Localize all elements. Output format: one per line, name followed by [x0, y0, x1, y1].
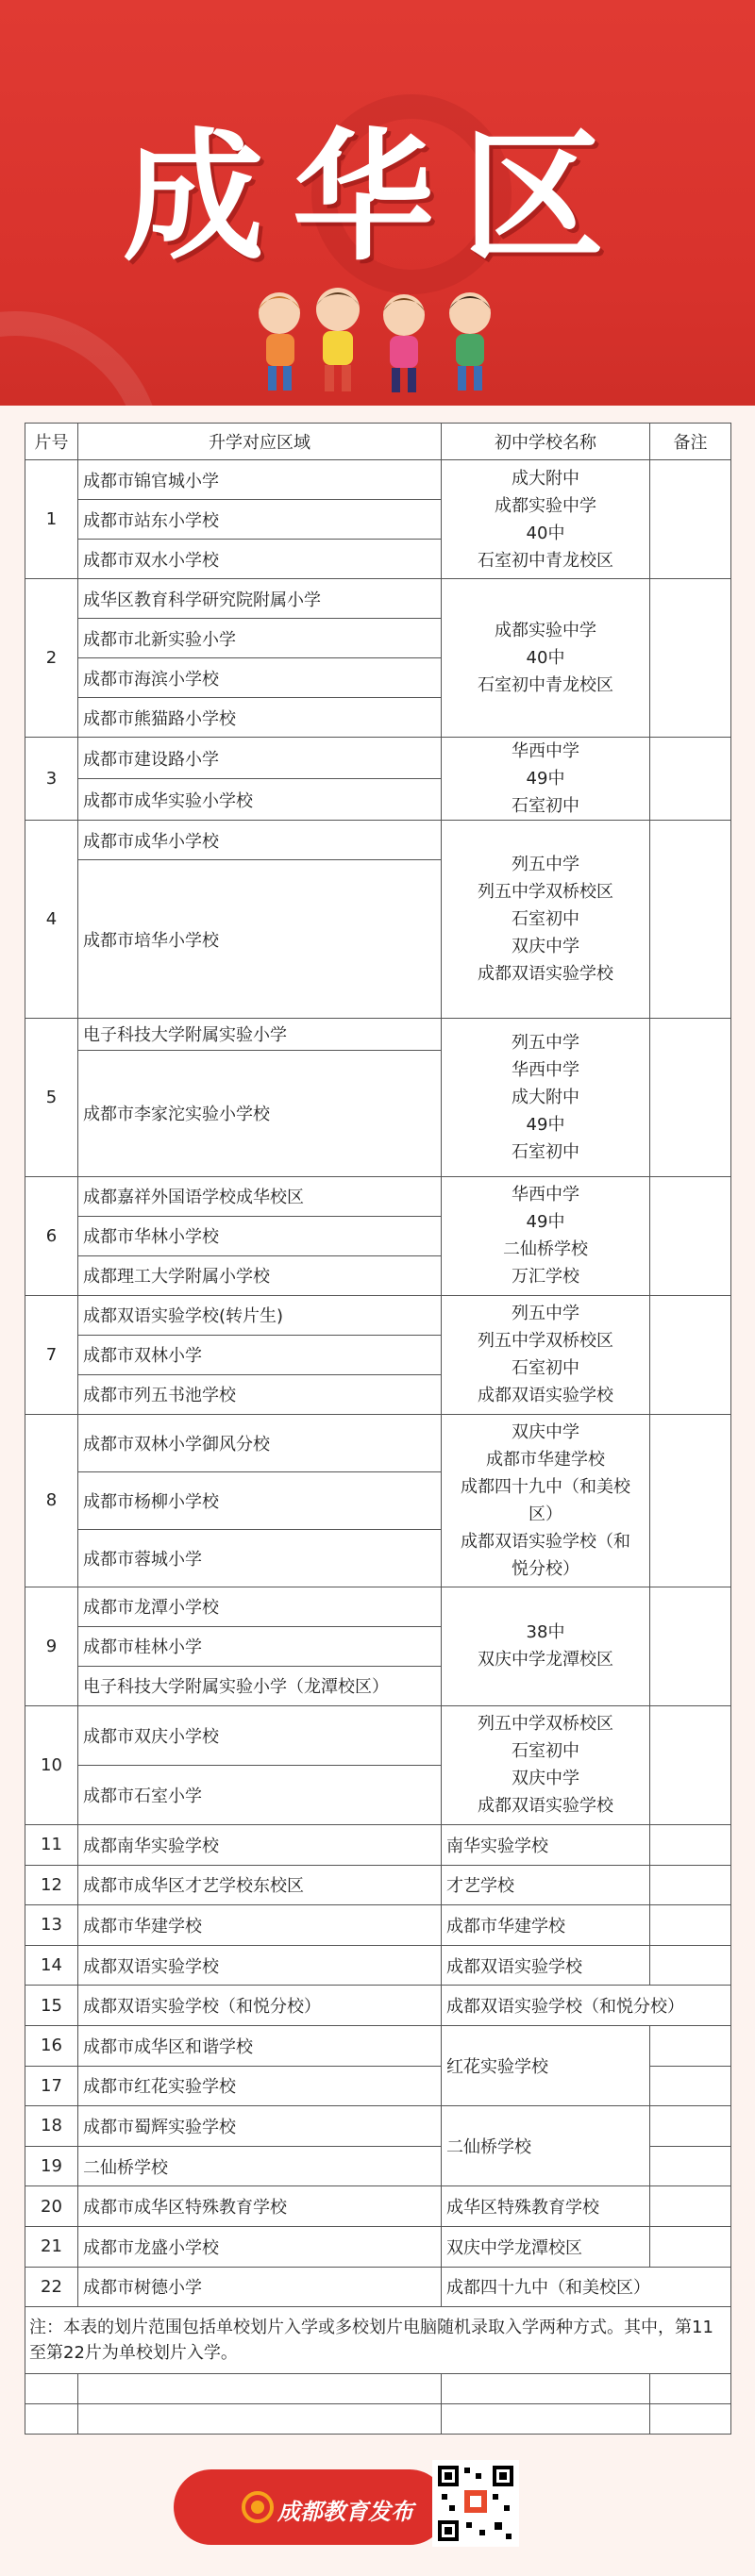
zone-number: 4 — [25, 821, 78, 1019]
primary-school-name: 成都理工大学附属小学校 — [78, 1255, 442, 1295]
note-cell — [650, 1414, 731, 1587]
children-illustration — [243, 283, 517, 401]
zone-number: 21 — [25, 2226, 78, 2267]
child-icon — [316, 288, 360, 391]
primary-school-name: 成都市列五书池学校 — [78, 1374, 442, 1414]
table-row — [25, 1986, 731, 2026]
middle-school-list — [442, 1414, 650, 1587]
table-row — [25, 579, 731, 619]
primary-school-name: 成都市华林小学校 — [78, 1216, 442, 1255]
primary-school-name: 电子科技大学附属实验小学（龙潭校区） — [78, 1666, 442, 1705]
primary-school-name: 成都市石室小学 — [78, 1765, 442, 1824]
primary-school-name: 成都市双林小学 — [78, 1335, 442, 1374]
middle-school-name: 49中 — [526, 1114, 565, 1135]
middle-school-name: 成都双语实验学校（和悦分校） — [442, 1986, 731, 2026]
table-row — [25, 1019, 731, 1051]
primary-school-name: 成都市双林小学御风分校 — [78, 1414, 442, 1471]
content-area — [0, 406, 755, 2576]
brand-logo-icon — [242, 2491, 274, 2523]
header-area: 升学对应区域 — [78, 424, 442, 460]
empty-row — [25, 2404, 731, 2435]
zone-number: 17 — [25, 2066, 78, 2106]
table-row — [25, 1865, 731, 1905]
middle-school-name: 成都双语实验学校 — [478, 1386, 613, 1406]
primary-school-name: 成都市红花实验学校 — [78, 2066, 442, 2106]
primary-school-name: 成都市成华区才艺学校东校区 — [78, 1865, 442, 1905]
header-note: 备注 — [650, 424, 731, 460]
primary-school-name: 成都市成华区和谐学校 — [78, 2025, 442, 2066]
empty-cell — [650, 2404, 731, 2435]
zone-number: 2 — [25, 579, 78, 738]
middle-school-name: 成都双语实验学校 — [478, 1796, 613, 1817]
middle-school-name: 南华实验学校 — [442, 1824, 650, 1865]
table-row — [25, 2226, 731, 2267]
table-row — [25, 2267, 731, 2307]
middle-school-name: 区） — [528, 1504, 562, 1524]
middle-school-name: 列五中学 — [512, 855, 579, 874]
table-row — [25, 2106, 731, 2147]
primary-school-name: 成都市培华小学校 — [78, 860, 442, 1019]
zone-number: 15 — [25, 1986, 78, 2026]
child-icon — [383, 294, 425, 392]
primary-school-name: 电子科技大学附属实验小学 — [78, 1019, 442, 1051]
middle-school-name: 双庆中学龙潭校区 — [442, 2226, 650, 2267]
empty-cell — [25, 2404, 78, 2435]
empty-row — [25, 2374, 731, 2404]
table-row — [25, 1587, 731, 1626]
empty-cell — [25, 2374, 78, 2404]
zone-number: 13 — [25, 1905, 78, 1946]
middle-school-name: 石室初中 — [512, 909, 579, 929]
note-cell — [650, 1905, 731, 1946]
zone-number: 12 — [25, 1865, 78, 1905]
empty-cell — [442, 2374, 650, 2404]
middle-school-name: 石室初中 — [512, 1141, 579, 1162]
primary-school-name: 成都市蜀辉实验学校 — [78, 2106, 442, 2147]
note-cell — [650, 1587, 731, 1705]
note-cell — [650, 1945, 731, 1986]
table-row — [25, 1295, 731, 1335]
note-cell — [650, 1824, 731, 1865]
note-cell — [650, 1705, 731, 1824]
empty-cell — [442, 2404, 650, 2435]
middle-school-name: 红花实验学校 — [442, 2025, 650, 2105]
table-row — [25, 738, 731, 779]
middle-school-name: 成华区特殊教育学校 — [442, 2186, 650, 2227]
middle-school-name: 悦分校） — [512, 1558, 579, 1579]
middle-school-list — [442, 738, 650, 821]
primary-school-name: 成都市站东小学校 — [78, 500, 442, 540]
zone-number: 20 — [25, 2186, 78, 2227]
middle-school-name: 49中 — [526, 1212, 565, 1233]
decorative-ring — [0, 311, 162, 406]
middle-school-name: 成都双语实验学校 — [442, 1945, 650, 1986]
middle-school-name: 二仙桥学校 — [442, 2106, 650, 2186]
zone-number: 9 — [25, 1587, 78, 1705]
primary-school-name: 成都市树德小学 — [78, 2267, 442, 2307]
note-cell — [650, 1295, 731, 1414]
middle-school-name: 成都实验中学 — [495, 621, 596, 640]
zone-number: 11 — [25, 1824, 78, 1865]
middle-school-name: 38中 — [526, 1622, 565, 1643]
middle-school-name: 石室初中 — [512, 796, 579, 816]
middle-school-name: 双庆中学龙潭校区 — [478, 1650, 613, 1670]
primary-school-name: 成都市桂林小学 — [78, 1626, 442, 1666]
middle-school-name: 40中 — [526, 648, 565, 668]
primary-school-name: 成都嘉祥外国语学校成华校区 — [78, 1176, 442, 1216]
table-row — [25, 1905, 731, 1946]
table-row — [25, 2186, 731, 2227]
middle-school-name: 成都市华建学校 — [486, 1449, 605, 1470]
primary-school-name: 成都市龙盛小学校 — [78, 2226, 442, 2267]
zone-number: 18 — [25, 2106, 78, 2147]
zone-number: 22 — [25, 2267, 78, 2307]
primary-school-name: 成都市北新实验小学 — [78, 619, 442, 658]
zoning-table — [25, 423, 731, 2435]
zone-number: 3 — [25, 738, 78, 821]
middle-school-name: 石室初中 — [512, 1358, 579, 1379]
middle-school-list — [442, 1176, 650, 1295]
page-title: 成华区 — [122, 114, 632, 280]
note-cell — [650, 579, 731, 738]
table-row — [25, 821, 731, 860]
zone-number: 16 — [25, 2025, 78, 2066]
middle-school-list — [442, 460, 650, 579]
middle-school-name: 石室初中青龙校区 — [478, 550, 613, 571]
middle-school-list — [442, 1019, 650, 1177]
note-cell — [650, 738, 731, 821]
middle-school-name: 列五中学 — [512, 1032, 579, 1053]
primary-school-name: 成都市双庆小学校 — [78, 1705, 442, 1765]
header-middle-school: 初中学校名称 — [442, 424, 650, 460]
table-row — [25, 1945, 731, 1986]
primary-school-name: 成都双语实验学校(转片生) — [78, 1295, 442, 1335]
middle-school-list — [442, 821, 650, 1019]
primary-school-name: 成都市蓉城小学 — [78, 1529, 442, 1587]
primary-school-name: 成都市成华小学校 — [78, 821, 442, 860]
empty-cell — [650, 2374, 731, 2404]
primary-school-name: 成都市李家沱实验小学校 — [78, 1050, 442, 1176]
middle-school-list — [442, 1705, 650, 1824]
zone-number: 6 — [25, 1176, 78, 1295]
middle-school-name: 49中 — [526, 769, 565, 789]
middle-school-name: 成都实验中学 — [495, 495, 596, 516]
table-row — [25, 460, 731, 500]
primary-school-name: 成都市锦官城小学 — [78, 460, 442, 500]
note-cell — [650, 1865, 731, 1905]
primary-school-name: 成都市双水小学校 — [78, 540, 442, 579]
zone-number: 19 — [25, 2146, 78, 2186]
primary-school-name: 成都市建设路小学 — [78, 738, 442, 779]
middle-school-name: 列五中学双桥校区 — [478, 1714, 613, 1735]
note-cell — [650, 2146, 731, 2186]
middle-school-name: 成都双语实验学校（和 — [461, 1531, 630, 1552]
zone-number: 10 — [25, 1705, 78, 1824]
zone-number: 7 — [25, 1295, 78, 1414]
note-cell — [650, 2106, 731, 2147]
middle-school-name: 成都市华建学校 — [442, 1905, 650, 1946]
table-row — [25, 2025, 731, 2066]
note-cell — [650, 1019, 731, 1177]
table-row — [25, 1824, 731, 1865]
table-header-row — [25, 424, 731, 460]
zone-number: 1 — [25, 460, 78, 579]
primary-school-name: 成都南华实验学校 — [78, 1824, 442, 1865]
footnote: 注：本表的划片范围包括单校划片入学或多校划片电脑随机录取入学两种方式。其中，第11至第22片为单校划片入学。 — [25, 2307, 731, 2374]
middle-school-list — [442, 1587, 650, 1705]
zone-number: 14 — [25, 1945, 78, 1986]
primary-school-name: 成都市成华实验小学校 — [78, 779, 442, 821]
middle-school-name: 华西中学 — [512, 1185, 579, 1205]
primary-school-name: 成都市龙潭小学校 — [78, 1587, 442, 1626]
primary-school-name: 成华区教育科学研究院附属小学 — [78, 579, 442, 619]
middle-school-name: 列五中学双桥校区 — [478, 1331, 613, 1352]
note-cell — [650, 2186, 731, 2227]
brand-name: 成都教育发布 — [277, 2499, 413, 2525]
header-no: 片号 — [25, 424, 78, 460]
qr-code-icon — [432, 2460, 519, 2547]
middle-school-name: 成大附中 — [512, 468, 579, 489]
middle-school-name: 成大附中 — [512, 1087, 579, 1107]
empty-cell — [78, 2374, 442, 2404]
middle-school-name: 华西中学 — [512, 741, 579, 761]
primary-school-name: 成都市成华区特殊教育学校 — [78, 2186, 442, 2227]
table-row — [25, 1705, 731, 1765]
middle-school-name: 二仙桥学校 — [503, 1239, 588, 1260]
zone-number: 5 — [25, 1019, 78, 1177]
empty-cell — [78, 2404, 442, 2435]
primary-school-name: 二仙桥学校 — [78, 2146, 442, 2186]
middle-school-name: 双庆中学 — [512, 937, 579, 956]
primary-school-name: 成都双语实验学校（和悦分校） — [78, 1986, 442, 2026]
middle-school-name: 双庆中学 — [512, 1769, 579, 1789]
middle-school-name: 华西中学 — [512, 1059, 579, 1080]
middle-school-name: 列五中学 — [512, 1304, 579, 1324]
table-row — [25, 1414, 731, 1471]
middle-school-name: 成都四十九中（和美校 — [461, 1476, 630, 1497]
primary-school-name: 成都市杨柳小学校 — [78, 1471, 442, 1529]
middle-school-name: 列五中学双桥校区 — [478, 882, 613, 902]
note-cell — [650, 821, 731, 1019]
primary-school-name: 成都市熊猫路小学校 — [78, 698, 442, 738]
zone-number: 8 — [25, 1414, 78, 1587]
middle-school-list — [442, 1295, 650, 1414]
note-cell — [650, 2025, 731, 2066]
table-row — [25, 1176, 731, 1216]
middle-school-name: 40中 — [526, 523, 565, 543]
middle-school-name: 双庆中学 — [512, 1421, 579, 1442]
middle-school-name: 石室初中 — [512, 1741, 579, 1762]
middle-school-name: 成都双语实验学校 — [478, 964, 613, 984]
footnote-row — [25, 2307, 731, 2374]
note-cell — [650, 2226, 731, 2267]
note-cell — [650, 2066, 731, 2106]
middle-school-name: 万汇学校 — [512, 1267, 579, 1288]
note-cell — [650, 460, 731, 579]
primary-school-name: 成都双语实验学校 — [78, 1945, 442, 1986]
header-banner — [0, 0, 755, 406]
child-icon — [449, 292, 491, 391]
child-icon — [259, 292, 300, 391]
note-cell — [650, 1176, 731, 1295]
middle-school-list — [442, 579, 650, 738]
table-body — [25, 460, 731, 2435]
brand-badge — [174, 2469, 447, 2545]
middle-school-name: 才艺学校 — [442, 1865, 650, 1905]
middle-school-name: 成都四十九中（和美校区） — [442, 2267, 731, 2307]
primary-school-name: 成都市华建学校 — [78, 1905, 442, 1946]
middle-school-name: 石室初中青龙校区 — [478, 675, 613, 695]
primary-school-name: 成都市海滨小学校 — [78, 658, 442, 698]
